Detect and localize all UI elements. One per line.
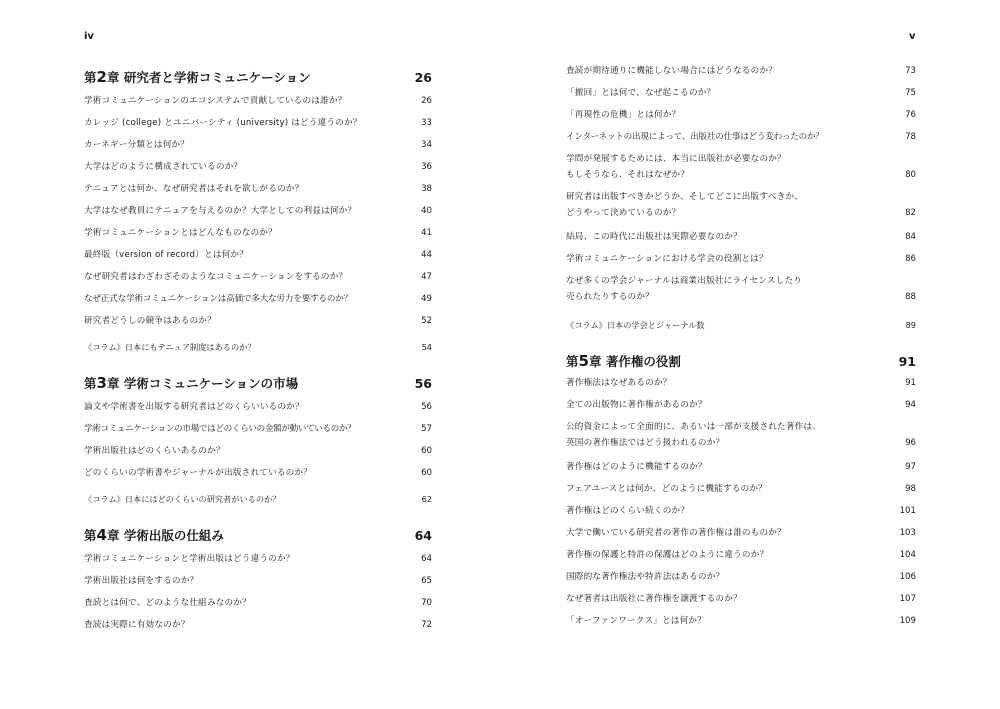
toc-entry[interactable]: 結局、この時代に出版社は実際必要なのか？ 84 <box>566 232 916 242</box>
chapter-heading-2: 第2章 研究者と学術コミュニケーション 26 <box>84 68 432 86</box>
toc-entry[interactable]: 「撤回」とは何で、なぜ起こるのか？ 75 <box>566 88 916 98</box>
toc-entry[interactable]: 「再現性の危機」とは何か？ 76 <box>566 110 916 120</box>
toc-entry[interactable]: 学術出版社は何をするのか？ 65 <box>84 576 432 586</box>
toc-entry[interactable]: なぜ著者は出版社に著作権を譲渡するのか？ 107 <box>566 594 916 604</box>
chapter-title: 研究者と学術コミュニケーション <box>123 70 311 85</box>
toc-entry[interactable]: フェアユースとは何か、どのように機能するのか？ 98 <box>566 484 916 494</box>
toc-entry[interactable]: 査読が期待通りに機能しない場合にはどうなるのか？ 73 <box>566 66 916 76</box>
toc-entry[interactable]: 学術コミュニケーションと学術出版はどう違うのか？ 64 <box>84 554 432 564</box>
toc-entry[interactable]: 学問が発展するためには、本当に出版社が必要なのか？ もしそうなら、それはなぜか？ 80 <box>566 154 916 180</box>
toc-entry[interactable]: 学術コミュニケーションとはどんなものなのか？ 41 <box>84 228 432 238</box>
chapter-title: 学術コミュニケーションの市場 <box>123 376 299 391</box>
toc-entry[interactable]: 学術出版社はどのくらいあるのか？ 60 <box>84 446 432 456</box>
chapter-title: 学術出版の仕組み <box>123 528 224 543</box>
toc-entry[interactable]: 学術コミュニケーションのエコシステムで貢献しているのは誰か？ 26 <box>84 96 432 106</box>
chapter-heading-4: 第4章 学術出版の仕組み 64 <box>84 526 432 544</box>
toc-entry[interactable]: カレッジ (college) とユニバーシティ (university) はどう違うのか？ 33 <box>84 118 432 128</box>
chapter-page: 64 <box>414 528 432 543</box>
toc-entry[interactable]: 全ての出版物に著作権があるのか？ 94 <box>566 400 916 410</box>
chapter-title: 著作権の役割 <box>605 354 681 369</box>
chapter-heading-5: 第5章 著作権の役割 91 <box>566 352 916 370</box>
toc-entry[interactable]: 著作権の保護と特許の保護はどのように違うのか？ 104 <box>566 550 916 560</box>
toc-entry[interactable]: 査読とは何で、どのような仕組みなのか？ 70 <box>84 598 432 608</box>
toc-entry[interactable]: なぜ正式な学術コミュニケーションは高価で多大な労力を要するのか？ 49 <box>84 294 432 304</box>
toc-entry[interactable]: なぜ多くの学会ジャーナルは商業出版社にライセンスしたり 売られたりするのか？ 88 <box>566 276 916 302</box>
toc-entry[interactable]: 研究者どうしの競争はあるのか？ 52 <box>84 316 432 326</box>
toc-entry[interactable]: 査読は実際に有効なのか？ 72 <box>84 620 432 630</box>
toc-entry[interactable]: インターネットの出現によって、出版社の仕事はどう変わったのか？ 78 <box>566 132 916 142</box>
chapter-heading-3: 第3章 学術コミュニケーションの市場 56 <box>84 374 432 392</box>
toc-entry[interactable]: 公的資金によって全面的に、あるいは一部が支援された著作は、 英国の著作権法ではどう扱われるのか？ 96 <box>566 422 916 448</box>
toc-entry[interactable]: 研究者は出版すべきかどうか、そしてどこに出版すべきか、 どうやって決めているのか？ 82 <box>566 192 916 218</box>
toc-entry[interactable]: 「オーファンワークス」とは何か？ 109 <box>566 616 916 626</box>
toc-entry[interactable]: 国際的な著作権法や特許法はあるのか？ 106 <box>566 572 916 582</box>
toc-entry[interactable]: 学術コミュニケーションの市場ではどのくらいの金額が動いているのか？ 57 <box>84 424 432 434</box>
toc-entry[interactable]: 最終版（version of record）とは何か？ 44 <box>84 250 432 260</box>
chapter-page: 56 <box>414 376 432 391</box>
column-note[interactable]: 《コラム》日本の学会とジャーナル数 89 <box>566 320 916 330</box>
toc-entry[interactable]: カーネギー分類とは何か？ 34 <box>84 140 432 150</box>
toc-entry[interactable]: 著作権はどのくらい続くのか？ 101 <box>566 506 916 516</box>
toc-entry[interactable]: 著作権法はなぜあるのか？ 91 <box>566 378 916 388</box>
chapter-page: 91 <box>898 354 916 369</box>
toc-entry[interactable]: なぜ研究者はわざわざそのようなコミュニケーションをするのか？ 47 <box>84 272 432 282</box>
toc-entry[interactable]: 論文や学術書を出版する研究者はどのくらいいるのか？ 56 <box>84 402 432 412</box>
toc-entry[interactable]: 大学で働いている研究者の著作の著作権は誰のものか？ 103 <box>566 528 916 538</box>
page-number-left: iv <box>84 31 94 42</box>
toc-entry[interactable]: 大学はどのように構成されているのか？ 36 <box>84 162 432 172</box>
toc-entry[interactable]: どのくらいの学術書やジャーナルが出版されているのか？ 60 <box>84 468 432 478</box>
column-note[interactable]: 《コラム》日本にもテニュア制度はあるのか？ 54 <box>84 342 432 352</box>
toc-entry[interactable]: 著作権はどのように機能するのか？ 97 <box>566 462 916 472</box>
chapter-page: 26 <box>414 70 432 85</box>
page-number-right: v <box>909 31 916 42</box>
toc-entry[interactable]: 大学はなぜ教員にテニュアを与えるのか？大学としての利益は何か？ 40 <box>84 206 432 216</box>
toc-entry[interactable]: テニュアとは何か、なぜ研究者はそれを欲しがるのか？ 38 <box>84 184 432 194</box>
toc-entry[interactable]: 学術コミュニケーションにおける学会の役割とは？ 86 <box>566 254 916 264</box>
column-note[interactable]: 《コラム》日本にはどのくらいの研究者がいるのか？ 62 <box>84 494 432 504</box>
